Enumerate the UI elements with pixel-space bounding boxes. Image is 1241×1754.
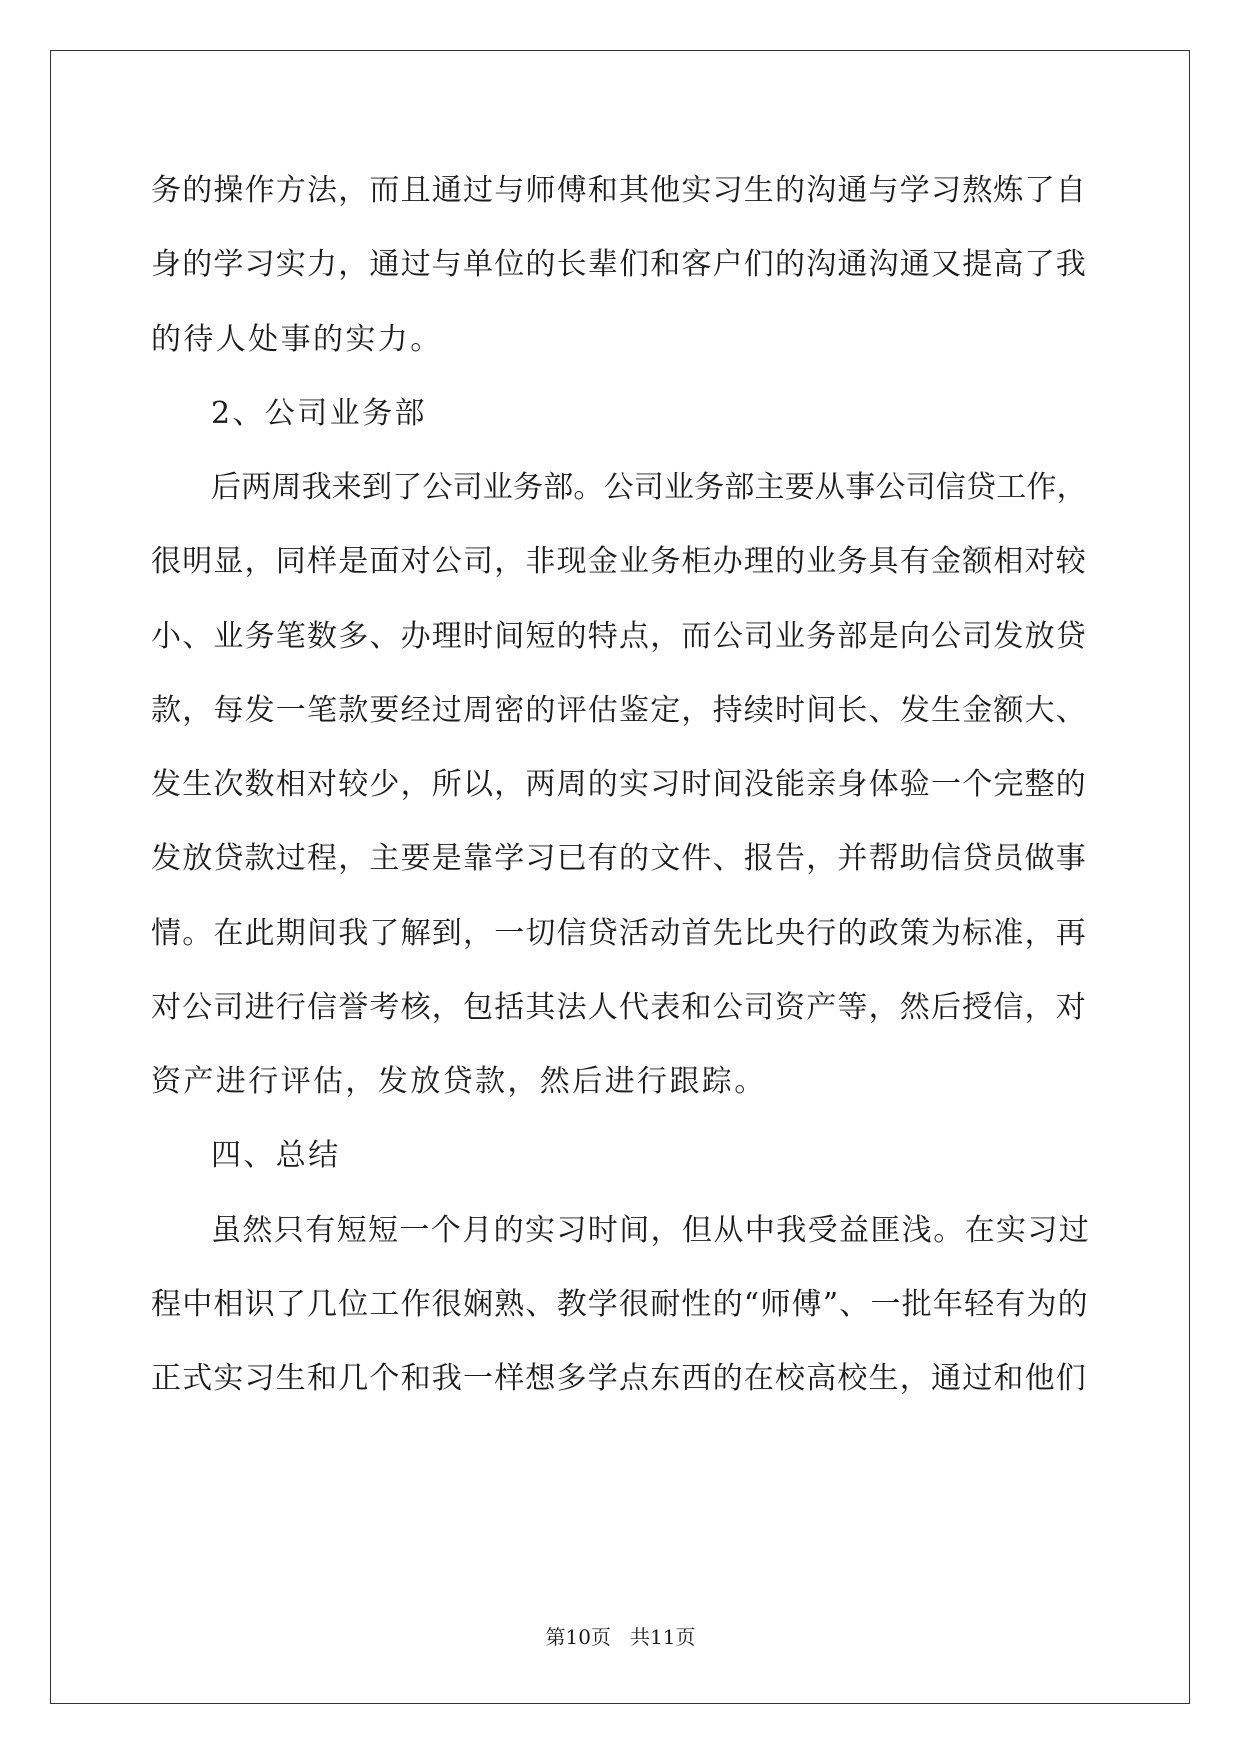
text-line: 款，每发一笔款要经过周密的评估鉴定，持续时间长、发生金额大、 <box>151 693 1087 728</box>
text-line: 务的操作方法，而且通过与师傅和其他实习生的沟通与学习熬炼了自 <box>151 173 1087 208</box>
section-heading: 2、公司业务部 <box>211 396 427 431</box>
section-heading: 四、总结 <box>211 1138 341 1173</box>
text-line: 发放贷款过程，主要是靠学习已有的文件、报告，并帮助信贷员做事 <box>151 841 1087 876</box>
text-line: 身的学习实力，通过与单位的长辈们和客户们的沟通沟通又提高了我 <box>151 247 1087 282</box>
text-line: 小、业务笔数多、办理时间短的特点，而公司业务部是向公司发放贷 <box>151 619 1087 654</box>
text-line: 情。在此期间我了解到，一切信贷活动首先比央行的政策为标准，再 <box>151 916 1087 951</box>
text-line: 虽然只有短短一个月的实习时间，但从中我受益匪浅。在实习过 <box>211 1213 1091 1248</box>
page-number-footer: 第10页 共11页 <box>545 1625 696 1649</box>
text-line: 的待人处事的实力。 <box>151 322 443 357</box>
text-line: 正式实习生和几个和我一样想多学点东西的在校高校生，通过和他们 <box>151 1361 1087 1396</box>
text-line: 资产进行评估，发放贷款，然后进行跟踪。 <box>151 1064 767 1099</box>
text-line: 很明显，同样是面对公司，非现金业务柜办理的业务具有金额相对较 <box>151 544 1087 579</box>
text-line: 后两周我来到了公司业务部。公司业务部主要从事公司信贷工作， <box>211 470 1087 505</box>
text-line: 对公司进行信誉考核，包括其法人代表和公司资产等，然后授信，对 <box>151 990 1087 1025</box>
text-line: 发生次数相对较少，所以，两周的实习时间没能亲身体验一个完整的 <box>151 767 1087 802</box>
text-line: 程中相识了几位工作很娴熟、教学很耐性的“师傅”、一批年轻有为的 <box>151 1287 1089 1322</box>
